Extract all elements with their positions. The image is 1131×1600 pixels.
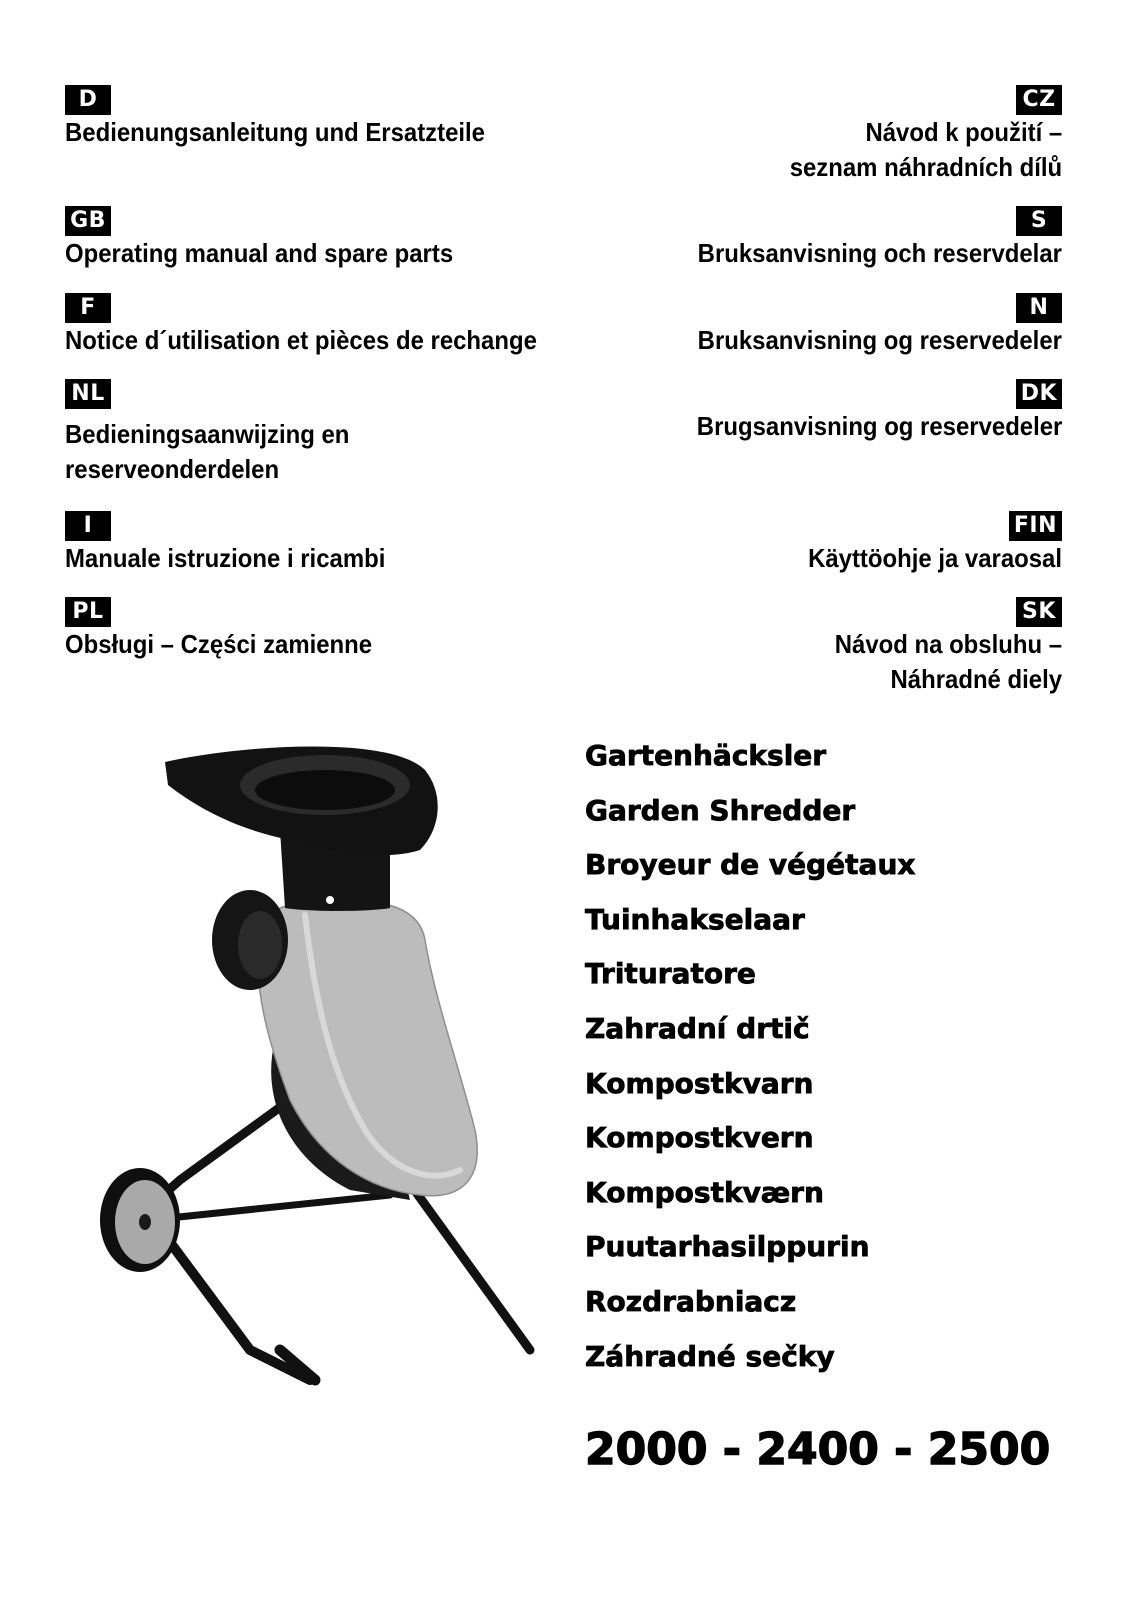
language-entry-sk: [815, 597, 1062, 697]
language-entry-nl: [65, 379, 374, 487]
language-title: Manuale istruzione i ricambi: [65, 543, 386, 573]
product-title: Trituratore: [585, 957, 756, 991]
language-badge: S: [1016, 206, 1062, 236]
language-title: Návod k použití – seznam náhradních dílů: [789, 117, 1062, 182]
product-title: Kompostkværn: [585, 1175, 824, 1209]
language-entry-pl: [65, 597, 399, 662]
language-entry-dk: [665, 379, 1062, 444]
language-entry-fin: [786, 511, 1062, 576]
product-title: Rozdrabniacz: [585, 1284, 797, 1318]
language-entry-n: [666, 293, 1062, 358]
language-badge: D: [65, 85, 111, 115]
language-badge: SK: [1016, 597, 1062, 627]
product-title: Kompostkvern: [585, 1121, 814, 1155]
language-title: Operating manual and spare parts: [65, 238, 454, 268]
model-numbers: 2000 - 2400 - 2500: [585, 1424, 1051, 1475]
language-badge: DK: [1016, 379, 1062, 409]
language-title: Notice d´utilisation et pièces de rechange: [65, 325, 537, 355]
language-title: Bedieningsaanwijzing en reserveonderdelen: [65, 419, 350, 484]
product-title: Garden Shredder: [585, 793, 856, 827]
language-title: Käyttöohje ja varaosal: [808, 543, 1062, 573]
product-title: Zahradní drtič: [585, 1011, 810, 1045]
product-title: Broyeur de végétaux: [585, 848, 916, 882]
product-title: Kompostkvarn: [585, 1066, 814, 1100]
language-entry-s: [666, 206, 1062, 271]
product-title-list: [585, 736, 915, 1391]
language-entry-i: [65, 511, 413, 576]
product-title: Záhradné sečky: [585, 1339, 835, 1373]
language-title: Obsługi – Części zamienne: [65, 629, 373, 659]
language-badge: NL: [65, 379, 111, 409]
language-entry-f: [65, 293, 578, 358]
product-title: Puutarhasilppurin: [585, 1230, 870, 1264]
language-title: Bruksanvisning och reservdelar: [697, 238, 1062, 268]
language-badge: N: [1016, 293, 1062, 323]
language-badge: I: [65, 511, 111, 541]
language-entry-cz: [766, 85, 1062, 185]
language-entry-d: [65, 85, 522, 150]
language-title: Návod na obsluhu – Náhradné diely: [834, 629, 1062, 694]
language-badge: CZ: [1016, 85, 1062, 115]
language-badge: GB: [65, 206, 111, 236]
language-title: Bedienungsanleitung und Ersatzteile: [65, 117, 485, 147]
language-badge: FIN: [1009, 511, 1062, 541]
garden-shredder-illustration: [90, 740, 550, 1440]
language-title: Bruksanvisning og reservedeler: [697, 325, 1062, 355]
language-badge: F: [65, 293, 111, 323]
product-title: Tuinhakselaar: [585, 902, 805, 936]
language-title: Brugsanvisning og reservedeler: [696, 411, 1062, 441]
language-badge: PL: [65, 597, 111, 627]
language-entry-gb: [65, 206, 487, 271]
product-title: Gartenhäcksler: [585, 739, 827, 772]
